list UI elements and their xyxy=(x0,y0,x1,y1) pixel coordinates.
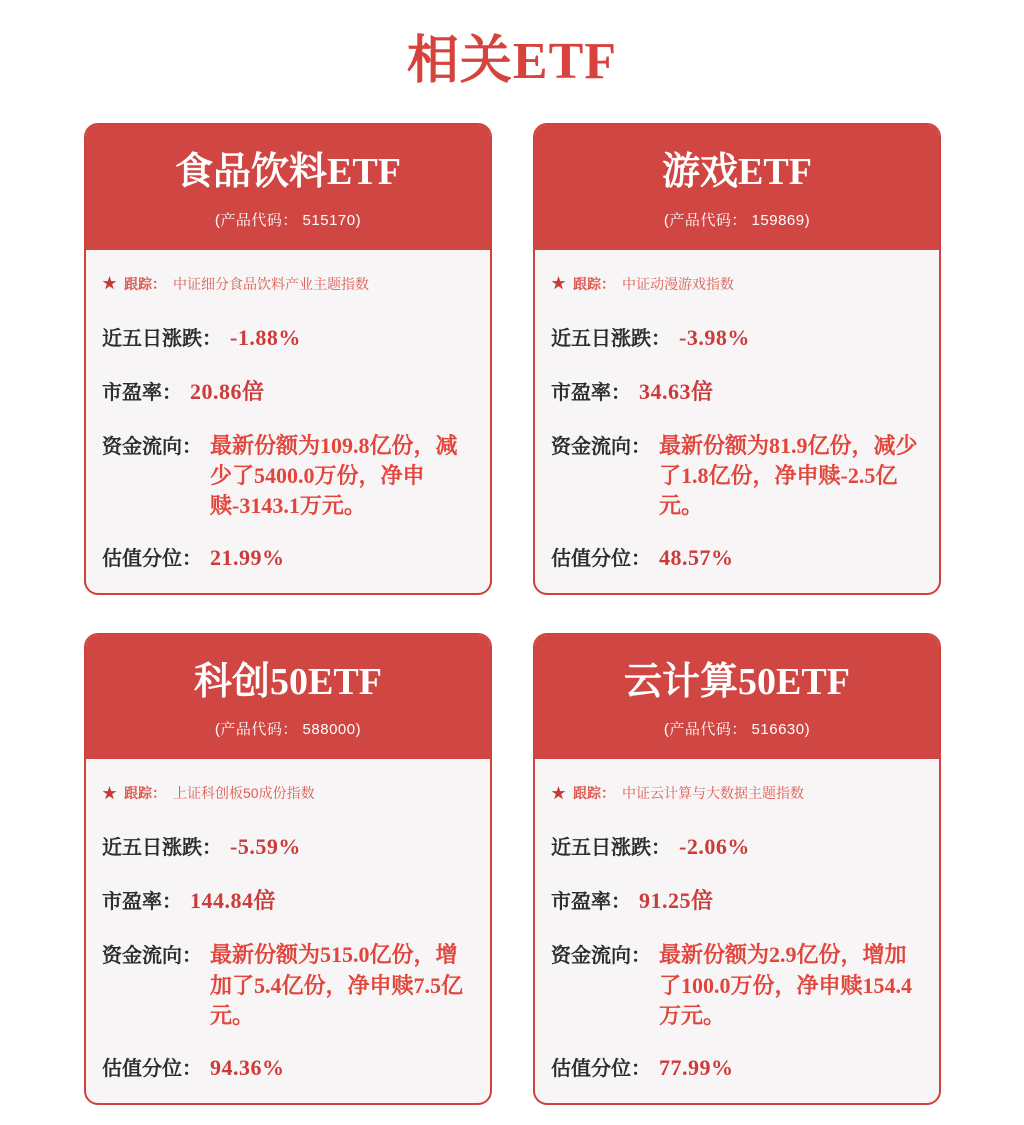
track-index-name: 上证科创板50成份指数 xyxy=(173,785,315,802)
card-header xyxy=(86,125,490,250)
row-change-5d xyxy=(102,831,472,860)
pe-ratio-label: 市盈率： xyxy=(551,891,631,914)
row-change-5d xyxy=(102,322,472,351)
valuation-label: 估值分位： xyxy=(102,547,202,570)
pe-ratio-value: 91.25倍 xyxy=(639,888,714,914)
star-icon: ★ xyxy=(551,784,567,802)
row-change-5d xyxy=(551,322,921,351)
etf-card xyxy=(84,633,492,1105)
valuation-value: 21.99% xyxy=(210,544,285,570)
etf-title: 科创50ETF xyxy=(194,660,382,703)
track-line xyxy=(102,783,472,803)
product-code: (产品代码： 159869) xyxy=(663,211,811,229)
change-5d-value: -5.59% xyxy=(230,834,301,860)
star-icon: ★ xyxy=(102,784,118,802)
fund-flow-label: 资金流向： xyxy=(551,945,651,968)
row-valuation xyxy=(551,542,921,571)
pe-ratio-value: 34.63倍 xyxy=(639,378,714,404)
pe-ratio-label: 市盈率： xyxy=(551,381,631,404)
product-code: (产品代码： 515170) xyxy=(214,211,362,229)
card-body xyxy=(86,250,490,593)
row-fund-flow xyxy=(551,939,921,1031)
fund-flow-value: 最新份额为81.9亿份，减少了1.8亿份，净申赎-2.5亿元。 xyxy=(659,432,918,519)
row-fund-flow xyxy=(551,430,921,522)
track-label: 跟踪： xyxy=(573,275,616,292)
track-label: 跟踪： xyxy=(573,785,616,802)
card-header xyxy=(535,125,939,250)
etf-cards-grid xyxy=(0,123,1024,1105)
valuation-value: 77.99% xyxy=(659,1054,734,1080)
etf-card xyxy=(533,633,941,1105)
change-5d-value: -3.98% xyxy=(679,324,750,350)
row-fund-flow xyxy=(102,430,472,522)
etf-card xyxy=(84,123,492,595)
row-valuation xyxy=(102,1052,472,1081)
card-body xyxy=(86,759,490,1102)
row-pe-ratio xyxy=(102,884,472,915)
fund-flow-label: 资金流向： xyxy=(102,945,202,968)
fund-flow-label: 资金流向： xyxy=(551,435,651,458)
valuation-value: 48.57% xyxy=(659,544,734,570)
row-valuation xyxy=(551,1052,921,1081)
valuation-label: 估值分位： xyxy=(551,547,651,570)
card-body xyxy=(535,759,939,1102)
track-line xyxy=(551,274,921,294)
etf-title: 云计算50ETF xyxy=(624,660,850,703)
change-5d-value: -2.06% xyxy=(679,834,750,860)
track-label: 跟踪： xyxy=(124,275,167,292)
row-pe-ratio xyxy=(551,375,921,406)
valuation-value: 94.36% xyxy=(210,1054,285,1080)
pe-ratio-label: 市盈率： xyxy=(102,891,182,914)
fund-flow-label: 资金流向： xyxy=(102,435,202,458)
row-change-5d xyxy=(551,831,921,860)
fund-flow-value: 最新份额为515.0亿份，增加了5.4亿份，净申赎7.5亿元。 xyxy=(210,942,464,1029)
valuation-label: 估值分位： xyxy=(102,1057,202,1080)
row-valuation xyxy=(102,542,472,571)
etf-title: 食品饮料ETF xyxy=(175,151,401,193)
page-title: 相关ETF xyxy=(406,33,618,90)
change-5d-label: 近五日涨跌： xyxy=(102,327,222,350)
card-header xyxy=(86,635,490,760)
track-index-name: 中证动漫游戏指数 xyxy=(622,275,735,292)
row-fund-flow xyxy=(102,939,472,1031)
etf-card xyxy=(533,123,941,595)
row-pe-ratio xyxy=(551,884,921,915)
change-5d-label: 近五日涨跌： xyxy=(102,837,222,860)
change-5d-value: -1.88% xyxy=(230,324,301,350)
pe-ratio-label: 市盈率： xyxy=(102,381,182,404)
star-icon: ★ xyxy=(551,275,567,293)
change-5d-label: 近五日涨跌： xyxy=(551,837,671,860)
product-code: (产品代码： 516630) xyxy=(663,721,811,739)
pe-ratio-value: 144.84倍 xyxy=(190,888,277,914)
track-index-name: 中证云计算与大数据主题指数 xyxy=(622,785,805,802)
valuation-label: 估值分位： xyxy=(551,1057,651,1080)
fund-flow-value: 最新份额为109.8亿份，减少了5400.0万份，净申赎-3143.1万元。 xyxy=(210,432,458,519)
track-line xyxy=(551,783,921,803)
track-label: 跟踪： xyxy=(124,785,167,802)
product-code: (产品代码： 588000) xyxy=(214,721,362,739)
fund-flow-value: 最新份额为2.9亿份，增加了100.0万份，净申赎154.4万元。 xyxy=(659,942,913,1029)
star-icon: ★ xyxy=(102,275,118,293)
etf-title: 游戏ETF xyxy=(662,151,812,193)
change-5d-label: 近五日涨跌： xyxy=(551,327,671,350)
track-line xyxy=(102,274,472,294)
card-header xyxy=(535,635,939,760)
card-body xyxy=(535,250,939,593)
row-pe-ratio xyxy=(102,375,472,406)
track-index-name: 中证细分食品饮料产业主题指数 xyxy=(173,275,370,292)
pe-ratio-value: 20.86倍 xyxy=(190,378,265,404)
